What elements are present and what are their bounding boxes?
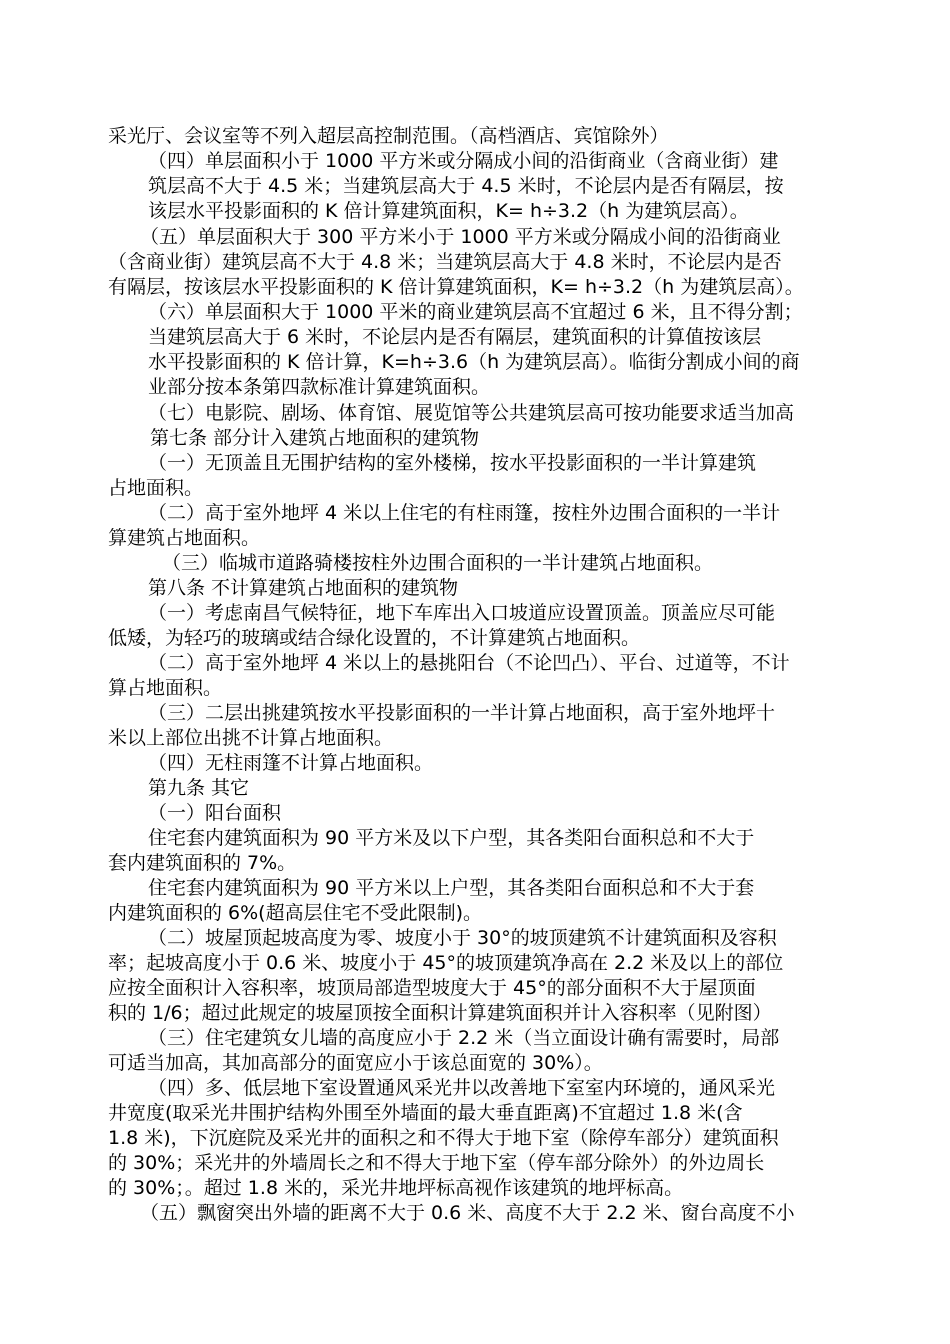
text-line: （五）飘窗突出外墙的距离不大于 0.6 米、高度不大于 2.2 米、窗台高度不小 bbox=[140, 1202, 795, 1224]
text-line: 井宽度(取采光井围护结构外围至外墙面的最大垂直距离)不宜超过 1.8 米(含 bbox=[108, 1102, 743, 1124]
text-line: （四）单层面积小于 1000 平方米或分隔成小间的沿街商业（含商业街）建 bbox=[148, 150, 779, 172]
text-line: 当建筑层高大于 6 米时，不论层内是否有隔层，建筑面积的计算值按该层 bbox=[148, 326, 762, 348]
text-line: 业部分按本条第四款标准计算建筑面积。 bbox=[148, 376, 491, 398]
text-line: 低矮，为轻巧的玻璃或结合绿化设置的，不计算建筑占地面积。 bbox=[108, 627, 641, 649]
text-line: （四）多、低层地下室设置通风采光井以改善地下室室内环境的，通风采光 bbox=[148, 1077, 776, 1099]
text-line: （二）高于室外地坪 4 米以上的悬挑阳台（不论凹凸）、平台、过道等，不计 bbox=[148, 652, 790, 674]
text-line: （二）高于室外地坪 4 米以上住宅的有柱雨篷，按柱外边围合面积的一半计 bbox=[148, 502, 781, 524]
text-line: 积的 1/6；超过此规定的坡屋顶按全面积计算建筑面积并计入容积率（见附图） bbox=[108, 1002, 772, 1024]
text-line: 算建筑占地面积。 bbox=[108, 527, 261, 549]
text-line: 可适当加高，其加高部分的面宽应小于该总面宽的 30%）。 bbox=[108, 1052, 603, 1074]
text-line: 采光厅、会议室等不列入超层高控制范围。（高档酒店、宾馆除外） bbox=[108, 125, 669, 147]
text-line: （四）无柱雨篷不计算占地面积。 bbox=[148, 752, 434, 774]
text-line: （一）无顶盖且无围护结构的室外楼梯，按水平投影面积的一半计算建筑 bbox=[148, 452, 757, 474]
text-line: 内建筑面积的 6%(超高层住宅不受此限制)。 bbox=[108, 902, 483, 924]
text-line: 住宅套内建筑面积为 90 平方米及以下户型，其各类阳台面积总和不大于 bbox=[148, 827, 755, 849]
text-line: 算占地面积。 bbox=[108, 677, 223, 699]
text-line: 住宅套内建筑面积为 90 平方米以上户型，其各类阳台面积总和不大于套 bbox=[148, 877, 755, 899]
text-line: 率；起坡高度小于 0.6 米、坡度小于 45°的坡顶建筑净高在 2.2 米及以上的部位 bbox=[108, 952, 784, 974]
text-line: （一）考虑南昌气候特征，地下车库出入口坡道应设置顶盖。顶盖应尽可能 bbox=[148, 602, 776, 624]
text-line: （七）电影院、剧场、体育馆、展览馆等公共建筑层高可按功能要求适当加高 bbox=[148, 402, 795, 424]
text-line: （六）单层面积大于 1000 平米的商业建筑层高不宜超过 6 米，且不得分割； bbox=[148, 301, 803, 323]
text-line: （三）二层出挑建筑按水平投影面积的一半计算占地面积，高于室外地坪十 bbox=[148, 702, 776, 724]
text-line: 该层水平投影面积的 K 倍计算建筑面积，K= h÷3.2（h 为建筑层高）。 bbox=[148, 200, 749, 222]
text-line: （三）住宅建筑女儿墙的高度应小于 2.2 米（当立面设计确有需要时，局部 bbox=[148, 1027, 780, 1049]
text-line: 的 30%；。超过 1.8 米的，采光井地坪标高视作该建筑的地坪标高。 bbox=[108, 1177, 684, 1199]
text-line: 的 30%；采光井的外墙周长之和不得大于地下室（停车部分除外）的外边周长 bbox=[108, 1152, 765, 1174]
text-line: 有隔层，按该层水平投影面积的 K 倍计算建筑面积，K= h÷3.2（h 为建筑层高）。 bbox=[108, 276, 804, 298]
text-line: 米以上部位出挑不计算占地面积。 bbox=[108, 727, 394, 749]
text-line: 占地面积。 bbox=[108, 477, 204, 499]
text-line: 1.8 米)，下沉庭院及采光井的面积之和不得大于地下室（除停车部分）建筑面积 bbox=[108, 1127, 779, 1149]
text-line: 水平投影面积的 K 倍计算，K=h÷3.6（h 为建筑层高）。临街分割成小间的商 bbox=[148, 351, 800, 373]
text-line: （二）坡屋顶起坡高度为零、坡度小于 30°的坡顶建筑不计建筑面积及容积 bbox=[148, 927, 777, 949]
text-line: 应按全面积计入容积率，坡顶局部造型坡度大于 45°的部分面积不大于屋顶面 bbox=[108, 977, 756, 999]
section-heading: 第七条 部分计入建筑占地面积的建筑物 bbox=[150, 427, 480, 449]
text-line: （五）单层面积大于 300 平方米小于 1000 平方米或分隔成小间的沿街商业 bbox=[140, 226, 781, 248]
section-heading: 第八条 不计算建筑占地面积的建筑物 bbox=[148, 577, 459, 599]
section-heading: 第九条 其它 bbox=[148, 777, 250, 799]
text-line: （三）临城市道路骑楼按柱外边围合面积的一半计建筑占地面积。 bbox=[162, 552, 714, 574]
text-line: （含商业街）建筑层高不大于 4.8 米；当建筑层高大于 4.8 米时，不论层内是否 bbox=[108, 251, 782, 273]
text-line: 套内建筑面积的 7%。 bbox=[108, 852, 297, 874]
text-line: 筑层高不大于 4.5 米；当建筑层高大于 4.5 米时，不论层内是否有隔层，按 bbox=[148, 175, 784, 197]
subsection-heading: （一）阳台面积 bbox=[148, 802, 282, 824]
